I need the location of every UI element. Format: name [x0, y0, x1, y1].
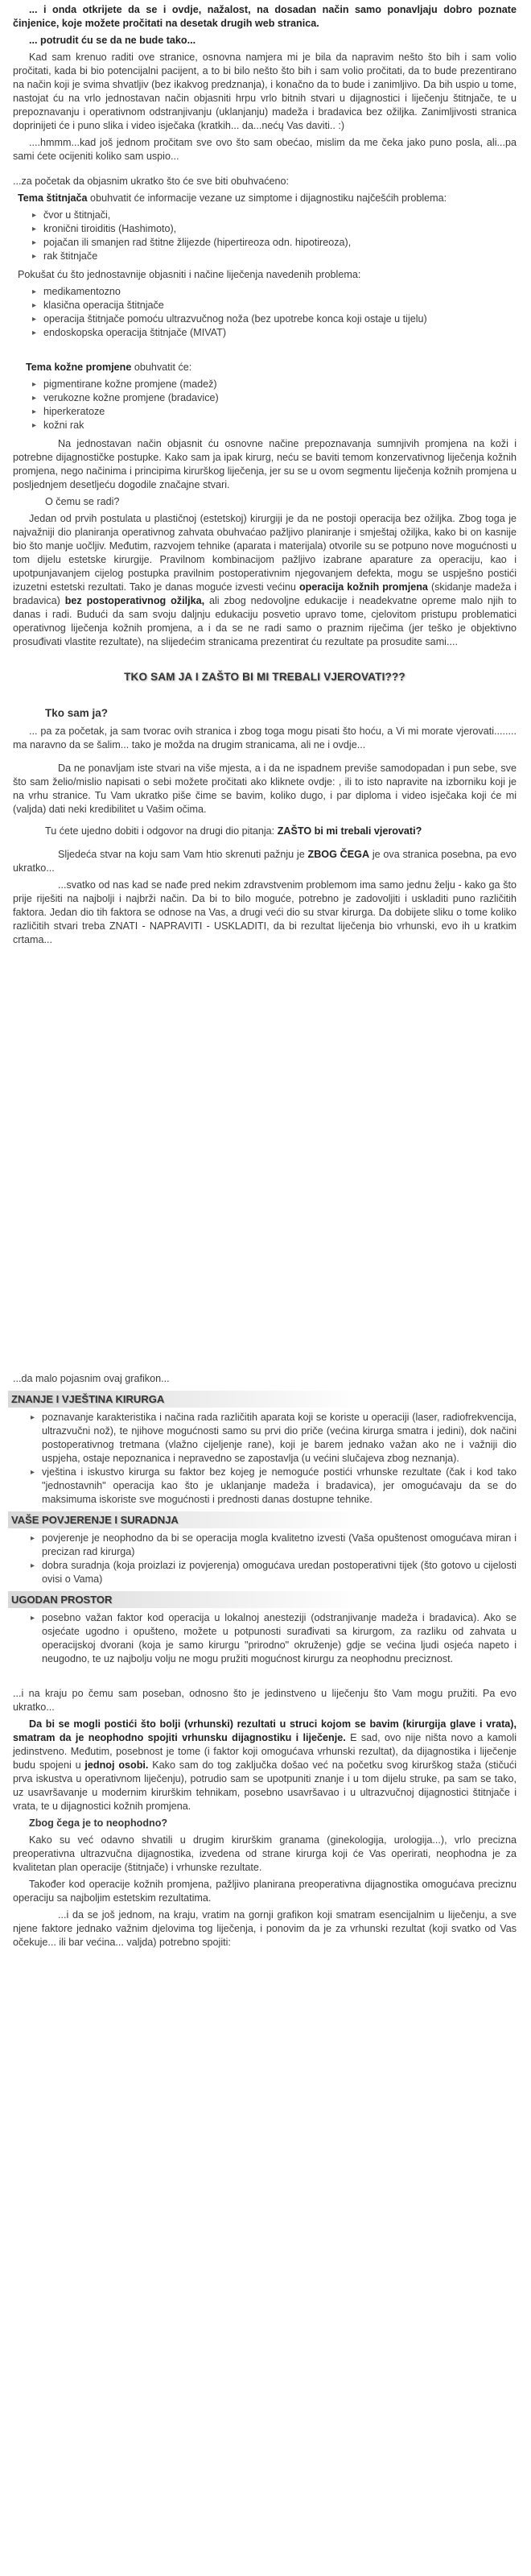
methods-lead: Pokušat ću što jednostavnije objasniti i načine liječenja navedenih problema:	[18, 269, 361, 280]
intro-paragraph: ... potrudit ću se da ne bude tako...	[29, 35, 196, 46]
list-item: ▸ klasična operacija štitnjače	[27, 299, 517, 312]
list-item: ▸ povjerenje je neophodno da bi se operacija mogla kvalitetno izvesti (Vaša opuštenost omogućava miran i precizan rad kirurga)	[26, 1532, 517, 1559]
who-paragraph: Sljedeća stvar na koju sam Vam htio skrenuti pažnju je ZBOG ČEGA je ova stranica posebna, pa evo ukratko...	[13, 849, 517, 874]
list-item: ▸ medikamentozno	[27, 285, 517, 299]
intro-paragraph: ....hmmm...kad još jednom pročitam sve ovo što sam obećao, mislim da me čeka jako puno posla, ali...pa sami ćete ocijeniti koliko sam uspio...	[13, 137, 517, 162]
list-item: ▸ pigmentirane kožne promjene (madež)	[27, 378, 517, 391]
space-list	[13, 1611, 517, 1666]
who-paragraph: ...svatko od nas kad se nađe pred nekim zdravstvenim problemom ima samo jednu želju - kako ga što prije riješiti na najbolji i najbrži način. Da bi to bilo moguće, potrebno je zadovoljiti i uskladiti puno različitih faktora. Jedan dio tih faktora se odnose na Vas, a drugi veći dio su stvar kirurga. Da dobijete sliku o tome koliko različitih stvari treba ZNATI - NAPRAVITI - USKLADITI, da bi rezultat liječenja bio vrhunski, evo ih u kratkim crtama...	[13, 879, 517, 945]
why-title: Zbog čega je to neophodno?	[29, 1817, 168, 1829]
closing-paragraph: ...i na kraju po čemu sam poseban, odnosno što je jedinstveno u liječenju što Vam mogu pružiti. Pa evo ukratko...	[13, 1688, 517, 1713]
section-heading-knowledge: ZNANJE I VJEŠTINA KIRURGA	[8, 1391, 517, 1408]
graph-lead: ...da malo pojasnim ovaj grafikon...	[13, 1373, 170, 1384]
list-item: ▸ kožni rak	[27, 419, 517, 432]
methods-list	[13, 285, 517, 340]
intro-paragraph: Kad sam krenuo raditi ove stranice, osnovna namjera mi je bila da napravim nešto što bih i sam volio pročitati, kada bi bio potencijalni pacijent, a to bi bilo nešto što bih i sam volio pročitati, da to bude prezentirano na način koji je svima shvatljiv (bez ikakvog predznanja), i konačno da to bude i zanimljivo. Da bih uspio u tome, nastojat ću na vrlo jednostavan način objasniti hrpu vrlo bitnih stvari u dijagnostici i liječenju štitnjače, te u prepoznavanju i operativnom odstranjivanju (uklanjanju) madeža i bradavica bez ožiljka. Zanimljivosti stranica doprinijeti će i puno slika i video isječaka (kratkih... da...nećų Vas daviti.. :)	[13, 52, 517, 131]
list-item: ▸ rak štitnjače	[27, 250, 517, 263]
list-item: ▸ posebno važan faktor kod operacija u lokalnoj anesteziji (odstranjivanje madeža i bradavica). Ako se osjećate ugodno i opušteno, možete u potpunosti surađivati sa kirurgom, za razliku od zahvata u operacijskoj dvorani (koja je samo kirurgu "prirodno" okruženje) gdje se većina ljudi osjeća napeto i neugodno, te uz najbolju volju ne mogu pružiti mogućnost kirurgu za neophodnu preciznost.	[26, 1611, 517, 1666]
list-item: ▸ čvor u štitnjači,	[27, 209, 517, 222]
section-heading-trust: VAŠE POVJERENJE I SURADNJA	[8, 1511, 517, 1528]
thyroid-lead: Tema štitnjača obuhvatit će informacije vezane uz simptome i dijagnostiku najčešćih problema:	[18, 192, 447, 204]
who-paragraph: Da ne ponavljam iste stvari na više mjesta, a i da ne ispadnem previše samodopadan i pun sebe, sve što sam želio/mislio napisati o sebi možete pročitati ako kliknete ovdje: , ili to isto napravite na izborniku koji je na vrhu stranice. Tu Vam ukratko piše čime se bavim, koliko dugo, i par diploma i video isječaka koji će mi (valjda) dati neki kredibilitet u Vašim očima.	[13, 763, 517, 815]
list-item: ▸ poznavanje karakteristika i načina rada različitih aparata koji se koriste u operaciji (laser, radiofrekvencija, ultrazvučni nož), te njihove mogućnosti samo su prvi dio priče (većina kirurga smatra i jedini), dok načini postoperativnog tretmana (vlažno cijeljenje rane), koji je barem jednako važan ako ne i važniji dio uspjeha, ostaje nepoznanica i nepravedno se zapostavlja (u većini slučajeva zbog neznanja).	[26, 1411, 517, 1466]
graph-area	[13, 950, 517, 1372]
who-paragraph: ... pa za početak, ja sam tvorac ovih stranica i zbog toga mogu pisati što hoću, a Vi mi morate vjerovati........ ma naravno da se šalim... tako je možda na drugim stranicama, ali ne i ovdje...	[13, 726, 517, 750]
list-item: ▸ hiperkeratoze	[27, 405, 517, 419]
who-title: Tko sam ja?	[45, 707, 109, 719]
overview-lead: ...za početak da objasnim ukratko što će sve biti obuhvaćeno:	[13, 176, 290, 187]
list-item: ▸ verukozne kožne promjene (bradavice)	[27, 391, 517, 405]
skin-paragraph: Na jednostavan način objasnit ću osnovne načine prepoznavanja sumnjivih promjena na koži i potrebne dijagnostičke postupke. Kako sam ja ipak kirurg, neću se baviti temom konzervativnog liječenja kožnih promjena, nego načinima i principima kirurškog liječenja, jer su se u ovom segmentu liječenja kožnih promjena u posljednjem desetljeću dogodile značajne stvari.	[13, 438, 517, 490]
section-heading-space: UGODAN PROSTOR	[8, 1591, 517, 1608]
skin-list	[13, 378, 517, 432]
closing-paragraph: Kako su već odavno shvatili u drugim kirurškim granama (ginekologija, urologija...), vrlo precizna preoperativna ultrazvučna dijagnostika, izvedena od strane kirurga koji će Vas operirati, neophodna je za kvalitetan plan operacije (štitnjače) i vrhunske rezultate.	[13, 1834, 517, 1873]
who-heading: TKO SAM JA I ZAŠTO BI MI TREBALI VJEROVATI???	[124, 671, 405, 683]
closing-paragraph: Da bi se mogli postići što bolji (vrhunski) rezultati u struci kojom se bavim (kirurgija glave i vrata), smatram da je neophodno spojiti vrhunsku dijagnostiku i liječenje. E sad, ovo nije ništa novo a kamoli jedinstveno. Međutim, posebnost je tome (i faktor koji omogućava vrhunski rezultat), da dijagnostika i liječenje budu spojeni u jednoj osobi. Kako sam do tog zaključka došao već na početku svog kirurškog staža (stičući prva iskustva u operativnom liječenju), potrudio sam se upotpuniti znanje i u tom dijelu struke, pa sam se tako, uz usavršavanje u modernim kirurškim tehnikam, posebno usavršavao i u ultrazvučnoj dijagnostici štitnjače i vrata, te u dijagnostici kožnih promjena.	[13, 1718, 517, 1812]
list-item: ▸ dobra suradnja (koja proizlazi iz povjerenja) omogućava uredan postoperativni tijek (što gotovo u cijelosti ovisi o Vama)	[26, 1559, 517, 1586]
knowledge-list	[13, 1411, 517, 1507]
list-item: ▸ vještina i iskustvo kirurga su faktor bez kojeg je nemoguće postići vrhunske rezultate (čak i kod tako "jednostavnih" operacija kao što je uklanjanje madeža i bradavica), jer omogućavaju da se do maksimuma iskoriste sve mogućnosti i prednosti danas dostupne tehnike.	[26, 1466, 517, 1507]
who-paragraph: Tu ćete ujedno dobiti i odgovor na drugi dio pitanja: ZAŠTO bi mi trebali vjerovati?	[45, 825, 422, 837]
skin-lead: Tema kožne promjene obuhvatit će:	[26, 362, 192, 373]
list-item: ▸ kronični tiroiditis (Hashimoto),	[27, 222, 517, 236]
list-item: ▸ endoskopska operacija štitnjače (MIVAT)	[27, 326, 517, 340]
list-item: ▸ operacija štitnjače pomoću ultrazvučnog noža (bez upotrebe konca koji ostaje u tijelu)	[27, 312, 517, 326]
trust-list	[13, 1532, 517, 1586]
closing-paragraph: Također kod operacije kožnih promjena, pažljivo planirana preoperativna dijagnostika omogućava preciznu operaciju sa najboljim estetskim rezultatima.	[13, 1879, 517, 1904]
intro-paragraph: ... i onda otkrijete da se i ovdje, nažalost, na dosadan način samo ponavljaju dobro poznate činjenice, koje možete pročitati na desetak drugih web stranica.	[13, 4, 517, 29]
closing-paragraph: ...i da se još jednom, na kraju, vratim na gornji grafikon koji smatram esencijalnim u liječenju, a sve njene faktore jednako važnim djelovima tog liječenja, i ponovim da je za vrhunski rezultat (koji svatko od Vas očekuje... ili bar većina... valjda) potrebno spojiti:	[13, 1909, 517, 1948]
skin-paragraph: Jedan od prvih postulata u plastičnoj (estetskoj) kirurgiji je da ne postoji operacija bez ožiljka. Zbog toga je najvažniji dio planiranja operativnog zahvata obuhvaćao pažljivo planiranje i smještaj ožiljka, kako bi on kasnije bio što manje uočljiv. Međutim, razvojem tehnike (aparata i materijala) otvorile su se potpuno nove mogućnosti u tom dijelu estetske kirurgije. Pravilnom kombinacijom pažljivo izabrane aparature za operaciju, kao i upotpunjavanjem cijelog postupka pravilnim postoperativnim njegovanjem defekta, mogu se uspješno postići izuzetni estetski rezultati. Tako je danas moguće izvesti većinu operacija kožnih promjena (skidanje madeža i bradavica) bez postoperativnog ožiljka, ali zbog nedovoljne edukacije i neadekvatne opreme malo njih to danas i radi. Budući da sam svoju daljnju edukaciju posvetio upravo tome, cjelovitom pristupu problematici operativnog liječenja kožnih promjena, a i da se ne radi samo o praznim riječima (jer teško je objektivno prosuđivati vlastite rezultate), na slijedećim stranicama prezentirat ću rezultate pa prosudite sami....	[13, 513, 517, 647]
thyroid-list	[13, 209, 517, 263]
skin-question: O čemu se radi?	[45, 496, 120, 507]
list-item: ▸ pojačan ili smanjen rad štitne žlijezde (hipertireoza odn. hipotireoza),	[27, 236, 517, 250]
